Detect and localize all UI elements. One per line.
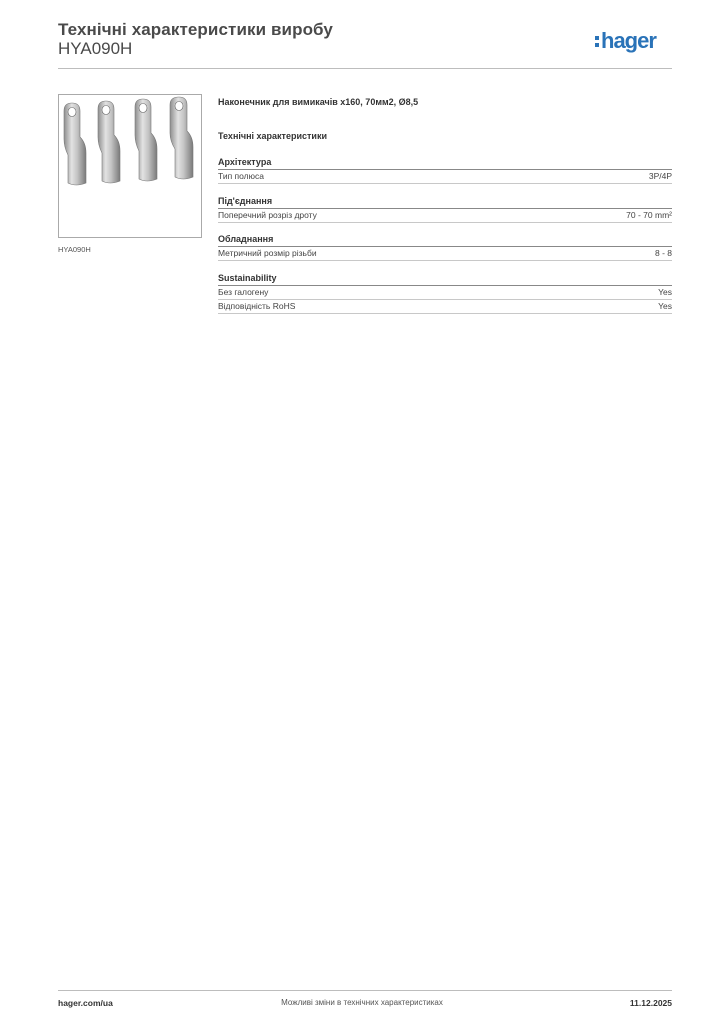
spec-label: Без галогену [218,287,269,297]
document-title: Технічні характеристики виробу [58,20,333,39]
spec-group-equipment [218,233,672,261]
footer-notice: Можливі зміни в технічних характеристиках [281,998,443,1007]
spec-row [218,209,672,223]
product-code: HYA090H [58,39,133,58]
spec-group-title: Архітектура [218,156,672,170]
spec-group-title: Sustainability [218,272,672,286]
footer-divider [58,990,672,991]
spec-label: Метричний розмір різьби [218,248,317,258]
spec-row [218,300,672,314]
spec-group-connection [218,195,672,223]
image-caption: HYA090H [58,245,91,254]
spec-value: 8 - 8 [654,248,672,258]
spec-group-title: Під'єднання [218,195,672,209]
footer-date: 11.12.2025 [629,998,672,1008]
product-image [58,94,202,238]
footer-website-link[interactable]: hager.com/ua [58,998,113,1008]
spec-value: 3P/4P [648,171,672,181]
spec-row [218,286,672,300]
product-description: Наконечник для вимикачів x160, 70мм2, Ø8,5 [218,97,419,107]
header-divider [58,68,672,69]
spec-label: Тип полюса [218,171,264,181]
spec-value: 70 - 70 mm² [626,210,672,220]
svg-text:hager: hager [601,28,656,53]
cable-lug-1 [64,103,86,185]
cable-lug-3 [135,99,157,181]
spec-row [218,170,672,184]
spec-label: Відповідність RoHS [218,301,296,311]
spec-row [218,247,672,261]
spec-group-title: Обладнання [218,233,672,247]
spec-value: Yes [658,301,672,311]
cable-lug-2 [98,101,120,183]
spec-label: Поперечний розріз дроту [218,210,317,220]
specs-heading: Технічні характеристики [218,131,327,141]
spec-group-sustainability [218,272,672,314]
cable-lug-4 [170,97,193,179]
spec-group-architecture [218,156,672,184]
spec-value: Yes [658,287,672,297]
hager-logo [594,27,674,55]
